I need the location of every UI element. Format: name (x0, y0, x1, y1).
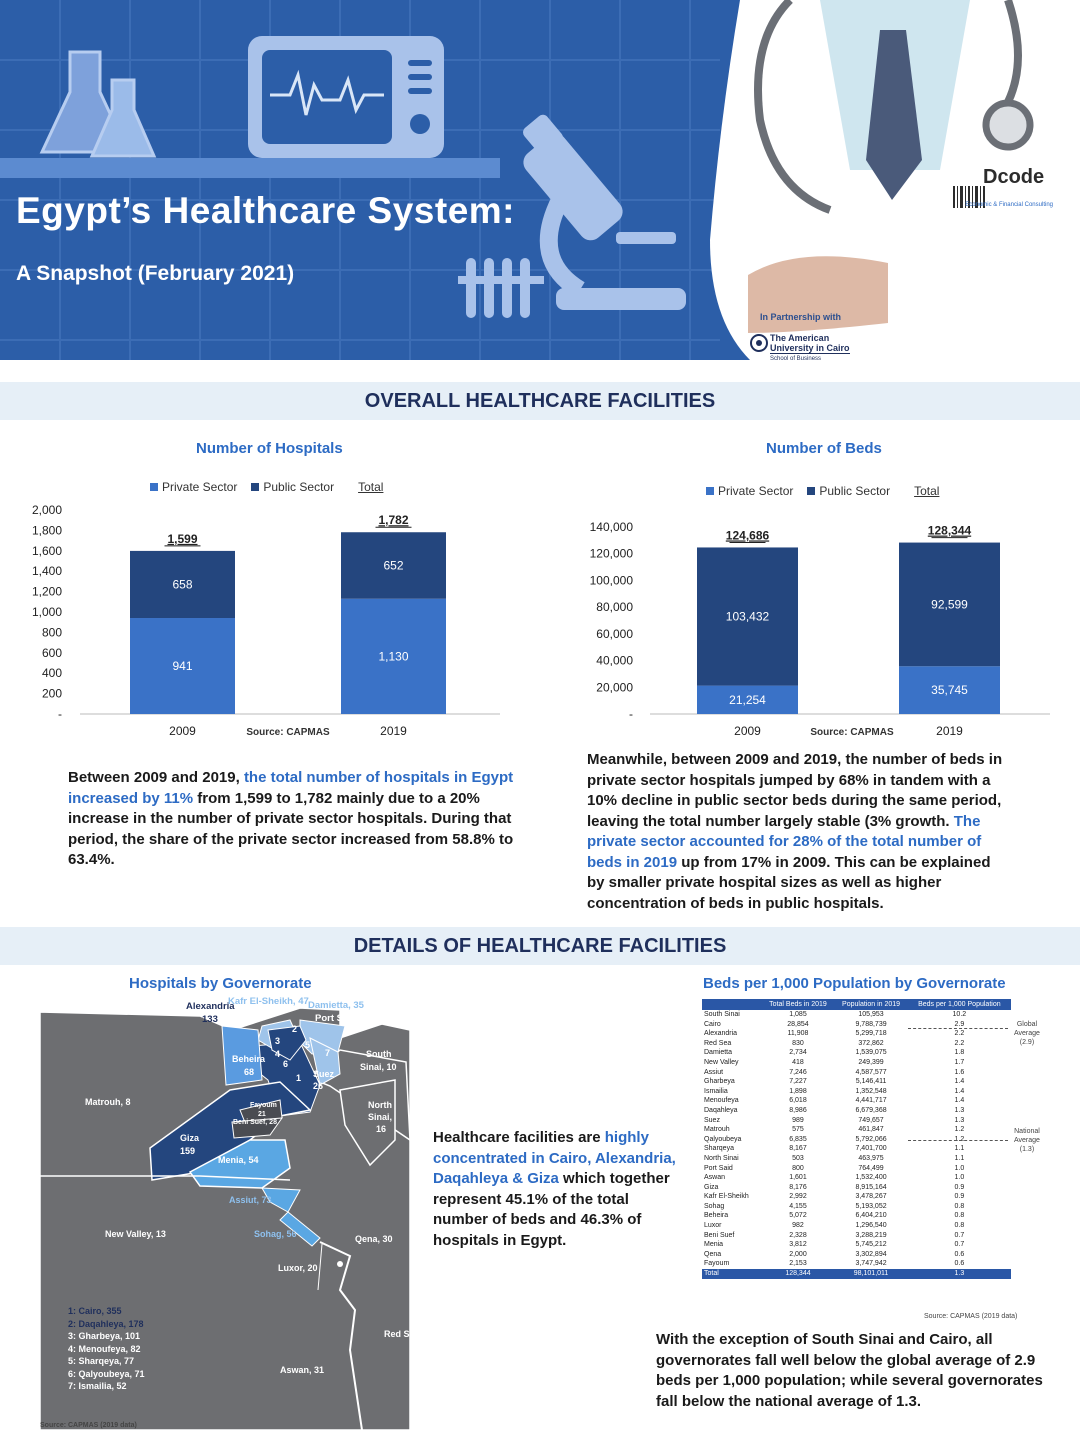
partner-name: The American University in Cairo School of Business (770, 333, 850, 360)
y-tick-label: 100,000 (589, 573, 633, 588)
table-row (702, 1087, 1011, 1097)
map-label-newvalley: New Valley, 13 (105, 1229, 166, 1239)
table-cell: Damietta (704, 1049, 733, 1057)
table-row (702, 1068, 1011, 1078)
table-cell: 0.6 (954, 1250, 965, 1258)
map-label-menia: Menia, 54 (218, 1155, 259, 1165)
map-label-alexandria-value: 133 (202, 1014, 218, 1025)
table-row (702, 1096, 1011, 1106)
table-cell: Port Said (704, 1164, 733, 1172)
table-cell: 249,399 (858, 1058, 884, 1066)
beds-table-wrap (702, 999, 1011, 1279)
table-cell: 3,302,894 (855, 1250, 887, 1258)
total-label: 1,782 (378, 513, 409, 528)
table-cell: 1.3 (954, 1116, 965, 1124)
table-row (702, 1240, 1011, 1250)
map-key-item: 3: Gharbeya, 101 (68, 1331, 141, 1341)
map-label-damietta: Damietta, 35 (308, 1000, 364, 1011)
map-label-southsinai: South (366, 1049, 392, 1059)
table-cell: 0.8 (954, 1212, 965, 1220)
table-cell: 6,679,368 (855, 1106, 887, 1114)
table-cell: 1,898 (789, 1087, 807, 1095)
table-cell: 8,915,164 (855, 1183, 887, 1191)
map-key-item: 1: Cairo, 355 (68, 1306, 122, 1316)
table-row (702, 1211, 1011, 1221)
table-cell: South Sinai (704, 1011, 740, 1018)
x-tick-label: 2009 (169, 724, 196, 738)
page-title: Egypt’s Healthcare System: (16, 190, 515, 231)
table-cell: 8,167 (789, 1145, 807, 1153)
map-label-northsinai-3: 16 (376, 1124, 387, 1134)
table-row (702, 1221, 1011, 1231)
table-cell: 3,288,219 (855, 1231, 887, 1239)
map-label-giza-value: 159 (180, 1146, 196, 1156)
y-tick-label: 1,800 (31, 523, 62, 538)
data-label-private: 1,130 (378, 649, 409, 664)
table-row (702, 1039, 1011, 1049)
auc-logo-icon (750, 334, 768, 352)
table-cell: Cairo (704, 1020, 721, 1028)
beds-per-1000-table (702, 999, 1011, 1279)
page-subtitle: A Snapshot (February 2021) (16, 262, 295, 285)
table-cell: Kafr El-Sheikh (704, 1193, 749, 1201)
table-cell: 7,227 (789, 1078, 807, 1086)
table-cell: 4,155 (789, 1202, 807, 1210)
flask-icon (42, 52, 154, 156)
y-tick-label: 1,000 (31, 605, 62, 619)
table-cell: 1,539,075 (855, 1049, 887, 1057)
table-cell: 982 (792, 1222, 804, 1230)
table-row (702, 1010, 1011, 1020)
table-cell: 6,018 (789, 1097, 807, 1105)
table-cell: 1,296,540 (855, 1222, 887, 1230)
table-cell: 1.4 (954, 1078, 965, 1086)
table-cell: Menia (704, 1241, 724, 1249)
table-cell: 1.7 (954, 1058, 965, 1066)
table-cell: 1.6 (954, 1068, 965, 1076)
table-cell: 128,344 (762, 1269, 835, 1279)
total-label: 124,686 (725, 528, 770, 543)
table-row (702, 1125, 1011, 1135)
table-row (702, 1202, 1011, 1212)
y-tick-label: 120,000 (589, 546, 633, 561)
table-cell: 0.9 (954, 1193, 965, 1201)
table-cell: 1.8 (954, 1049, 965, 1057)
map-key-item: 4: Menoufeya, 82 (68, 1343, 141, 1354)
table-cell: 9,788,739 (855, 1020, 887, 1028)
table-cell: Beni Suef (704, 1231, 735, 1239)
header-illustration (0, 0, 1080, 360)
table-cell: 0.7 (954, 1241, 965, 1249)
table-header-cell (702, 999, 762, 1010)
table-cell: 830 (792, 1039, 804, 1047)
y-tick-label: 80,000 (596, 600, 633, 615)
table-cell: 0.9 (954, 1183, 965, 1191)
table-cell: 5,072 (789, 1212, 807, 1220)
x-tick-label: 2019 (380, 724, 407, 738)
map-label-benisuef: Beni Suef, 28 (233, 1119, 277, 1126)
paragraph-beds: Meanwhile, between 2009 and 2019, the number of beds in private sector hospitals jumped by 68% in tandem with a 10% decline in public sector beds during the same period, leaving the total number largely stable (3% growth. The private sector accounted for 28% of the total number of beds in 2019 up from 17% in 2009. This can be explained by smaller private hospital sizes as well as higher concentration of beds in public hospitals. (587, 751, 1003, 912)
y-tick-label: 40,000 (596, 653, 633, 668)
table-cell: 461,847 (858, 1126, 884, 1134)
y-tick-label: 600 (41, 645, 62, 660)
table-cell: 0.6 (954, 1260, 965, 1268)
map-number-4: 4 (275, 1049, 281, 1059)
table-cell: 3,747,942 (855, 1260, 887, 1268)
y-tick-label: 140,000 (589, 520, 633, 534)
global-average-line (908, 1028, 1008, 1029)
table-cell: 372,862 (858, 1039, 884, 1047)
map-label-aswan: Aswan, 31 (280, 1365, 325, 1375)
map-label-matrouh: Matrouh, 8 (85, 1097, 131, 1107)
table-cell: 10.2 (952, 1011, 967, 1018)
total-label: 1,599 (167, 531, 198, 546)
y-tick-label: 200 (41, 686, 62, 701)
table-cell: 0.8 (954, 1202, 965, 1210)
table-cell: 503 (792, 1154, 804, 1162)
map-number-6: 6 (283, 1059, 289, 1069)
map-label-luxor: Luxor, 20 (278, 1263, 318, 1273)
table-cell: 2,328 (789, 1231, 807, 1239)
paragraph-hospitals: Between 2009 and 2019, the total number of hospitals in Egypt increased by 11% from 1,599 to 1,782 mainly due to a 20% increase in the number of private sector hospitals. During that period, the share of the private sector increased from 58.8% to 63.4%. (68, 769, 514, 868)
header-banner (0, 0, 1080, 360)
table-cell: Ismailia (704, 1087, 728, 1095)
national-average-note: National Average (1.3) (1014, 1128, 1040, 1153)
table-cell: Sohag (704, 1202, 725, 1210)
table-cell: 1.0 (954, 1174, 965, 1182)
map-label-assiut: Assiut, 73 (229, 1195, 272, 1205)
table-cell: 3,478,267 (855, 1193, 887, 1201)
map-number-1: 1 (296, 1073, 302, 1083)
table-row (702, 1164, 1011, 1174)
table-header-cell: Total Beds in 2019 (762, 999, 835, 1010)
table-cell: 3,812 (789, 1241, 807, 1249)
map-label-fayoum: Fayoum (250, 1102, 277, 1109)
map-key-item: 2: Daqahleya, 178 (68, 1318, 144, 1329)
table-source: Source: CAPMAS (2019 data) (924, 1313, 1018, 1320)
table-row (702, 1231, 1011, 1241)
table-row (702, 1144, 1011, 1154)
table-cell: Matrouh (704, 1126, 730, 1134)
map-number-7: 7 (325, 1048, 331, 1058)
map-number-2: 2 (292, 1024, 298, 1034)
table-cell: 418 (792, 1058, 804, 1066)
map-label-suez: Suez (313, 1069, 335, 1079)
chart-source: Source: CAPMAS (246, 727, 330, 738)
table-cell: 1.1 (954, 1145, 965, 1153)
table-cell: 8,176 (789, 1183, 807, 1191)
table-cell: 5,745,212 (855, 1241, 887, 1249)
table-cell: 4,587,577 (855, 1068, 887, 1076)
section-title-overall: OVERALL HEALTHCARE FACILITIES (364, 390, 716, 412)
table-row (702, 1106, 1011, 1116)
table-cell: Luxor (704, 1222, 722, 1230)
table-cell: 6,404,210 (855, 1212, 887, 1220)
paragraph-global-average: With the exception of South Sinai and Cairo, all governorates fall well below the global average of 2.9 beds per 1,000 population; while several governorates fall below the national average of 1.3. (656, 1331, 1043, 1410)
table-cell: 1.2 (954, 1126, 965, 1134)
table-cell: Red Sea (704, 1039, 732, 1047)
data-label-public: 103,432 (725, 609, 770, 624)
table-cell: 1,085 (789, 1011, 807, 1018)
data-label-private: 35,745 (931, 683, 968, 698)
y-tick-label: 1,600 (31, 543, 62, 558)
y-tick-label: 2,000 (31, 503, 62, 517)
section-title-details: DETAILS OF HEALTHCARE FACILITIES (353, 935, 727, 957)
table-cell: 5,193,052 (855, 1202, 887, 1210)
map-key-item: 6: Qalyoubeya, 71 (68, 1368, 145, 1379)
data-label-public: 92,599 (931, 597, 968, 612)
y-tick-label: 1,400 (31, 564, 62, 579)
table-header-cell: Beds per 1,000 Population (908, 999, 1011, 1010)
map-label-northsinai-2: Sinai, (368, 1112, 393, 1122)
table-cell: Alexandria (704, 1030, 738, 1038)
table-cell: 2,000 (789, 1250, 807, 1258)
table-cell: Sharqeya (704, 1145, 734, 1153)
table-cell: New Valley (704, 1058, 739, 1066)
table-row (702, 1192, 1011, 1202)
table-cell: 1.2 (954, 1135, 965, 1143)
map-title: Hospitals by Governorate (129, 975, 312, 992)
table-cell: 2.2 (954, 1030, 965, 1038)
hospitals-chart-title: Number of Hospitals (196, 440, 343, 457)
brand-name: Dcode (983, 166, 1045, 188)
x-tick-label: 2009 (734, 724, 761, 738)
beds-table-title: Beds per 1,000 Population by Governorate (703, 975, 1006, 992)
table-row (702, 1058, 1011, 1068)
table-cell: 2,734 (789, 1049, 807, 1057)
table-cell: 2.2 (954, 1039, 965, 1047)
y-tick-label: 1,200 (31, 584, 62, 599)
table-cell: 1.1 (954, 1154, 965, 1162)
national-average-line (908, 1140, 1008, 1141)
table-cell: Qalyoubeya (704, 1135, 742, 1143)
table-row (702, 1250, 1011, 1260)
y-tick-label: - (629, 707, 633, 721)
table-cell: Assiut (704, 1068, 724, 1076)
table-row (702, 1173, 1011, 1183)
table-cell: 1,352,548 (855, 1087, 887, 1095)
map-number-3: 3 (275, 1036, 281, 1046)
map-label-alexandria: Alexandria (186, 1001, 235, 1012)
table-row (702, 1154, 1011, 1164)
beds-chart (540, 495, 1080, 745)
y-tick-label: 400 (41, 666, 62, 681)
table-cell: Fayoum (704, 1260, 730, 1268)
y-tick-label: 20,000 (596, 680, 633, 695)
table-row (702, 1259, 1011, 1269)
paragraph-concentration: Healthcare facilities are highly concentrated in Cairo, Alexandria, Daqahleya & Giza which together represent 45.1% of the total number of beds and 46.3% of hospitals in Egypt. (433, 1129, 676, 1249)
table-cell: 105,953 (858, 1011, 884, 1018)
table-cell: 1,601 (789, 1174, 807, 1182)
table-cell: Total (702, 1269, 762, 1279)
table-cell: 1.4 (954, 1097, 965, 1105)
map-source: Source: CAPMAS (2019 data) (40, 1422, 137, 1429)
table-cell: 0.8 (954, 1222, 965, 1230)
y-tick-label: - (58, 707, 62, 721)
table-cell: 7,401,700 (855, 1145, 887, 1153)
table-cell: 575 (792, 1126, 804, 1134)
table-row (702, 1077, 1011, 1087)
table-cell: Gharbeya (704, 1078, 735, 1086)
table-cell: 463,975 (858, 1154, 884, 1162)
table-cell: 5,146,411 (855, 1078, 887, 1086)
map-label-southsinai-2: Sinai, 10 (360, 1062, 397, 1072)
table-cell: 98,101,011 (834, 1269, 907, 1279)
table-cell: 5,792,066 (855, 1135, 887, 1143)
table-cell: Menoufeya (704, 1097, 739, 1105)
y-tick-label: 800 (41, 625, 62, 640)
table-cell: 2,992 (789, 1193, 807, 1201)
map-label-sohag: Sohag, 56 (254, 1229, 297, 1239)
table-cell: 2.9 (954, 1020, 965, 1028)
table-cell: 6,835 (789, 1135, 807, 1143)
data-label-private: 941 (172, 659, 193, 674)
map-label-fayoum-value: 21 (258, 1111, 266, 1118)
table-cell: 1,532,400 (855, 1174, 887, 1182)
table-cell: 7,246 (789, 1068, 807, 1076)
map-key-item: 7: Ismailia, 52 (68, 1381, 127, 1391)
map-label-beheira: Beheira (232, 1054, 266, 1064)
table-cell: 1.0 (954, 1164, 965, 1172)
map-label-northsinai: North (368, 1100, 392, 1110)
beds-chart-legend: Private Sector Public Sector Total (706, 484, 939, 498)
table-cell: Beheira (704, 1212, 729, 1220)
table-cell: 1.3 (908, 1269, 1011, 1279)
data-label-public: 652 (383, 558, 404, 573)
global-average-note: Global Average (2.9) (1014, 1021, 1040, 1046)
beds-chart-title: Number of Beds (766, 440, 882, 457)
table-cell: 5,299,718 (855, 1030, 887, 1038)
map-label-redsea: Red Sea, 20 (384, 1329, 435, 1339)
table-cell: Giza (704, 1183, 719, 1191)
map-label-portsaid: Port Said, 18 (315, 1013, 373, 1024)
map-key-list (68, 1305, 145, 1393)
y-tick-label: 60,000 (596, 626, 633, 641)
table-cell: 0.7 (954, 1231, 965, 1239)
monitor-icon (248, 36, 444, 158)
table-cell: Aswan (704, 1174, 726, 1182)
map-number-5: 5 (305, 1040, 311, 1050)
table-cell: 749,657 (858, 1116, 884, 1124)
table-cell: North Sinai (704, 1154, 739, 1162)
map-label-kafr: Kafr El-Sheikh, 47 (228, 996, 309, 1007)
table-cell: 2,153 (789, 1260, 807, 1268)
table-row (702, 1029, 1011, 1039)
map-label-qena: Qena, 30 (355, 1234, 393, 1244)
data-label-private: 21,254 (729, 692, 766, 707)
table-cell: 28,854 (787, 1020, 809, 1028)
x-tick-label: 2019 (936, 724, 963, 738)
chart-source: Source: CAPMAS (810, 727, 894, 738)
table-row (702, 1116, 1011, 1126)
test-tubes-icon (458, 258, 544, 318)
map-key-item: 5: Sharqeya, 77 (68, 1356, 135, 1366)
table-row (702, 1048, 1011, 1058)
table-cell: 989 (792, 1116, 804, 1124)
table-cell: 1.4 (954, 1087, 965, 1095)
table-cell: 800 (792, 1164, 804, 1172)
table-row (702, 1183, 1011, 1193)
table-cell: 4,441,717 (855, 1097, 887, 1105)
map-label-beheira-value: 68 (244, 1067, 255, 1077)
brand-tagline: Economic & Financial Consulting (965, 202, 1053, 208)
map-label-giza: Giza (180, 1133, 200, 1143)
data-label-public: 658 (172, 577, 193, 592)
hospitals-chart-legend: Private Sector Public Sector Total (150, 480, 383, 494)
total-label: 128,344 (927, 523, 972, 538)
table-cell: Daqahleya (704, 1106, 738, 1114)
table-header-cell: Population in 2019 (834, 999, 907, 1010)
table-cell: Suez (704, 1116, 720, 1124)
table-cell: 764,499 (858, 1164, 884, 1172)
table-total-row (702, 1269, 1011, 1279)
partner-label: In Partnership with (760, 312, 842, 322)
table-cell: 11,908 (787, 1030, 809, 1038)
table-cell: 8,986 (789, 1106, 807, 1114)
map-label-suez-value: 26 (313, 1081, 324, 1091)
table-cell: 1.3 (954, 1106, 965, 1114)
table-cell: Qena (704, 1250, 722, 1258)
hospitals-chart (0, 495, 540, 745)
